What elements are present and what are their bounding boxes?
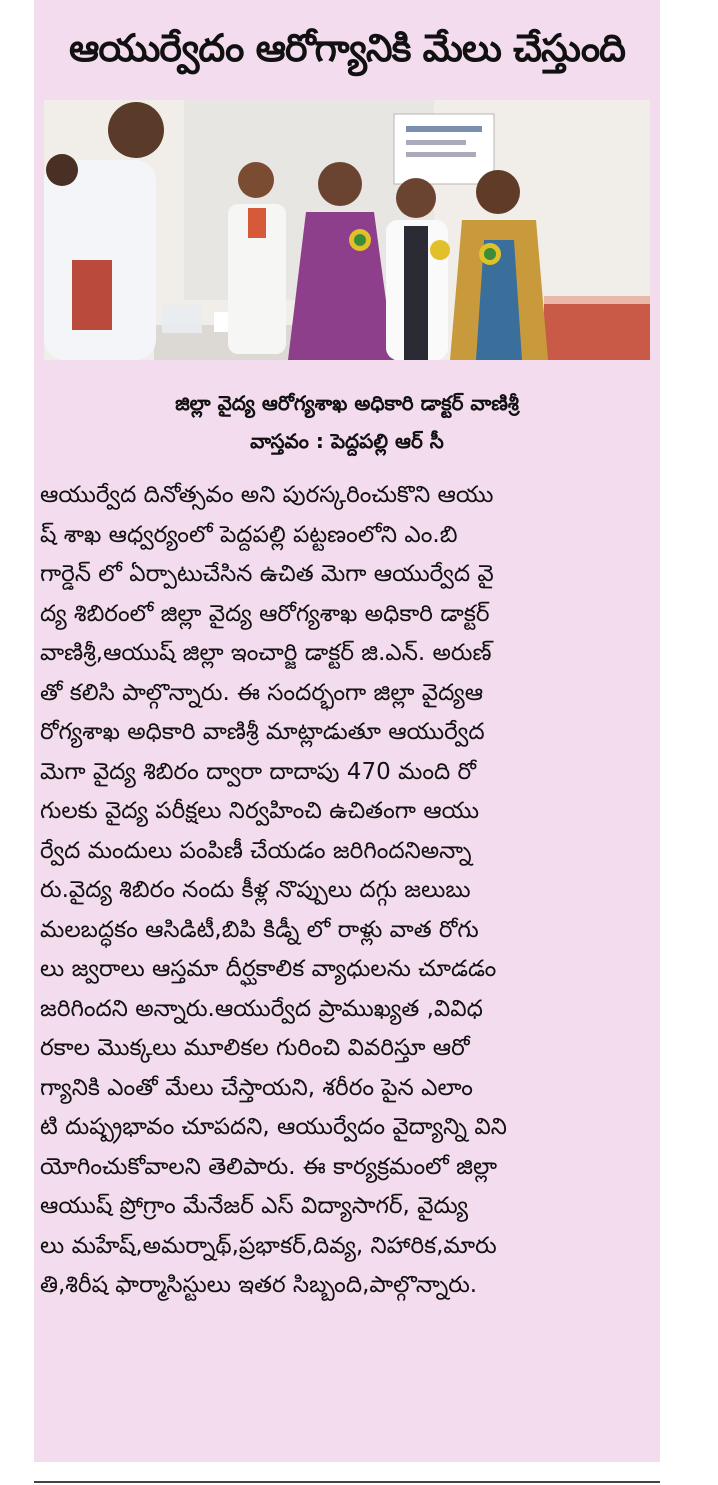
body-line: రకాల మొక్కలు మూలికల గురించి వివరిస్తూ ఆరో	[40, 1035, 470, 1061]
body-line: గార్డెన్ లో ఏర్పాటుచేసిన ఉచిత మెగా ఆయుర్వేద వై	[40, 561, 494, 587]
body-line: లు మహేష్,అమర్నాథ్,ప్రభాకర్,దివ్య, నిహారిక,మారు	[40, 1232, 497, 1259]
body-line: వాణిశ్రీ,ఆయుష్ జిల్లా ఇంచార్జి డాక్టర్ జి.ఎన్. అరుణ్	[40, 640, 492, 666]
body-line: రోగ్యశాఖ అధికారి వాణిశ్రీ మాట్లాడుతూ ఆయుర్వేద	[40, 719, 485, 745]
body-line: గులకు వైద్య పరీక్షలు నిర్వహించి ఉచితంగా ఆయు	[40, 798, 480, 824]
news-clipping	[34, 0, 660, 1462]
article-photo	[44, 100, 650, 360]
caption-line-1: జిల్లా వైద్య ఆరోగ్యశాఖ అధికారి డాక్టర్ వాణిశ్రీ	[175, 391, 519, 415]
photo-caption	[34, 384, 660, 460]
body-line: జరిగిందని అన్నారు.ఆయుర్వేద ప్రాముఖ్యత ,వివిధ	[40, 995, 483, 1022]
body-line: గ్యానికి ఎంతో మేలు చేస్తాయని, శరీరం పైన ఎలాం	[40, 1074, 473, 1101]
cropped-previous-line	[34, 0, 660, 8]
caption-line-2: వాస్తవం : పెద్దపల్లి ఆర్ సీ	[250, 429, 444, 453]
body-line: ఆయుర్వేద దినోత్సవం అని పురస్కరించుకొని ఆయు	[40, 482, 494, 508]
body-line: లు జ్వరాలు ఆస్తమా దీర్ఘకాలిక వ్యాధులను చూడడం	[40, 956, 497, 982]
bottom-divider	[34, 1481, 660, 1483]
body-line: తి,శిరీష ఫార్మాసిస్టులు ఇతర సిబ్బంది,పాల్గొన్నారు.	[40, 1272, 478, 1298]
body-line: రు.వైద్య శిబిరం నందు కీళ్ల నొప్పులు దగ్గు జలుబు	[40, 877, 471, 903]
body-line: టి దుష్ప్రభావం చూపదని, ఆయుర్వేదం వైద్యాన్ని విని	[40, 1114, 507, 1140]
body-line: ష్ శాఖ ఆధ్వర్యంలో పెద్దపల్లి పట్టణంలోని ఎం.బి	[40, 521, 458, 548]
body-line: ర్వేద మందులు పంపిణీ చేయడం జరిగిందనిఅన్నా	[40, 837, 472, 864]
article-body	[40, 476, 640, 1306]
body-line: తో కలిసి పాల్గొన్నారు. ఈ సందర్భంగా జిల్లా వైద్యఆ	[40, 679, 484, 706]
body-line: యోగించుకోవాలని తెలిపారు. ఈ కార్యక్రమంలో జిల్లా	[40, 1153, 498, 1180]
body-line: ఆయుష్ ప్రోగ్రాం మేనేజర్ ఎస్ విద్యాసాగర్, వైద్యు	[40, 1193, 468, 1219]
body-line: ద్య శిబిరంలో జిల్లా వైద్య ఆరోగ్యశాఖ అధికారి డాక్టర్	[40, 600, 490, 627]
body-line: మలబద్ధకం ఆసిడిటీ,బిపి కిడ్నీ లో రాళ్లు వాత రోగు	[40, 916, 479, 943]
body-line: మెగా వైద్య శిబిరం ద్వారా దాదాపు 470 మంది రో	[40, 758, 477, 785]
photo-medical-camp-icon	[44, 100, 650, 360]
article-headline: ఆయుర్వేదం ఆరోగ్యానికి మేలు చేస్తుంది	[69, 26, 625, 70]
